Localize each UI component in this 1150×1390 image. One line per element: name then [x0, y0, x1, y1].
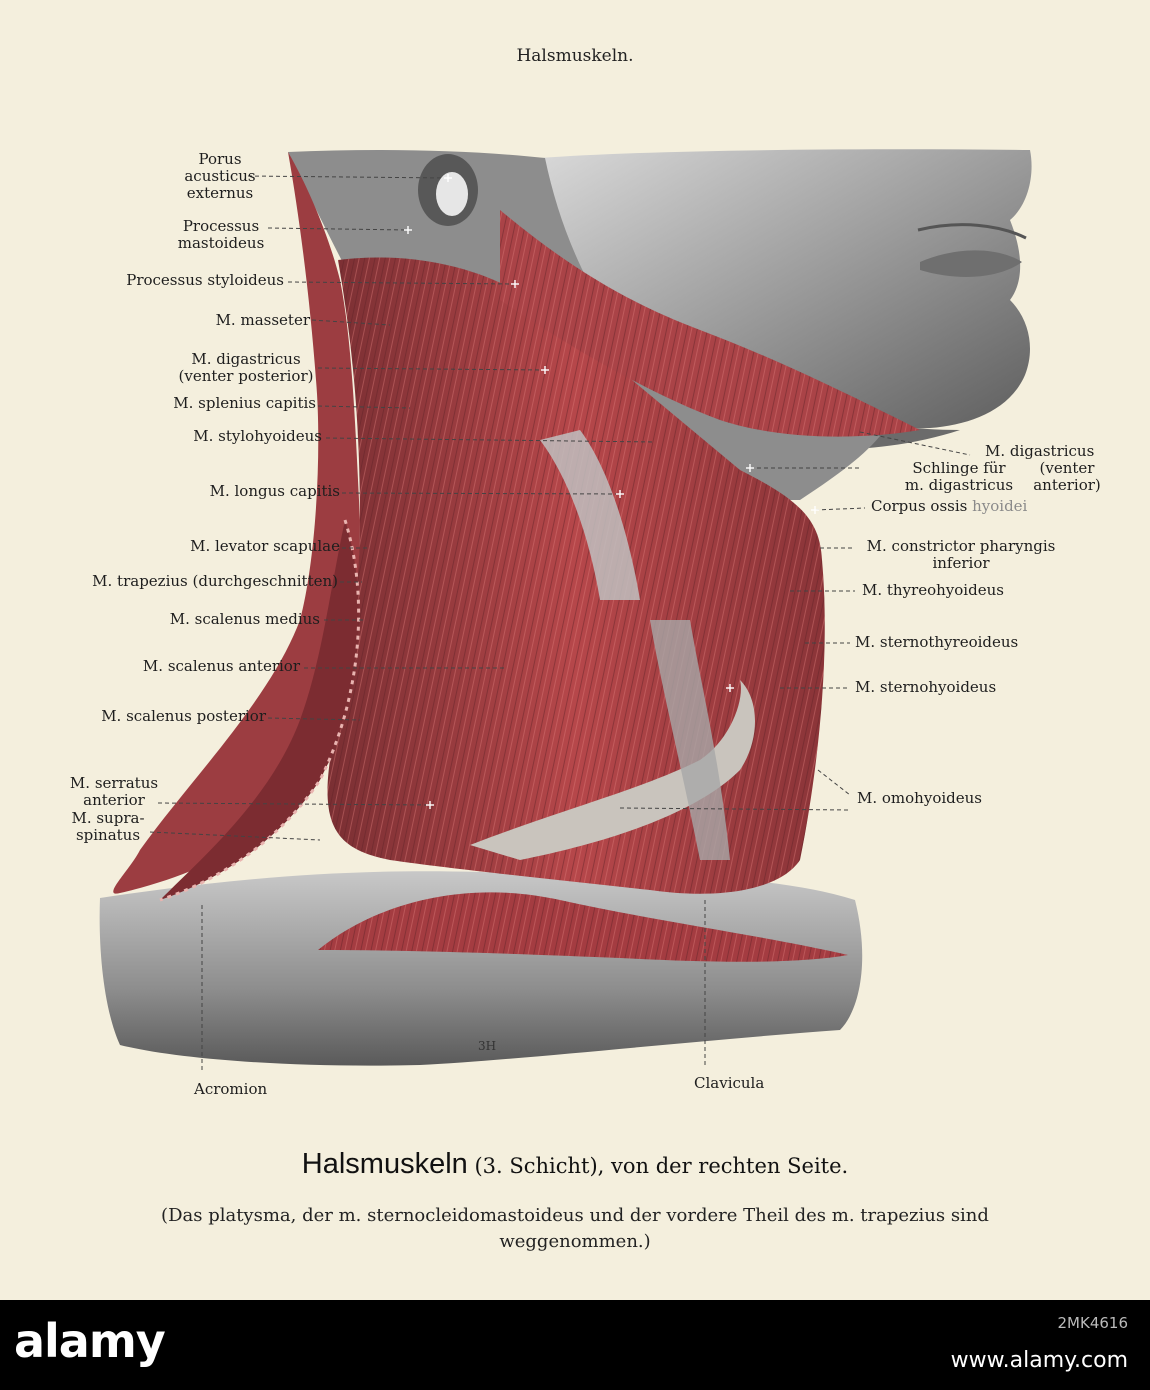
label-omohyoideus: M. omohyoideus	[857, 789, 982, 807]
label-acromion: Acromion	[194, 1080, 268, 1098]
stock-footer	[0, 1300, 1150, 1390]
label-digastricus-anterior: M. digastricus	[985, 442, 1095, 460]
svg-text:3H: 3H	[478, 1039, 497, 1053]
page-header: Halsmuskeln.	[516, 46, 634, 66]
caption-title: Halsmuskeln (3. Schicht), von der rechten Seite.	[301, 1148, 849, 1180]
label-trapezius: M. trapezius (durchgeschnitten)	[92, 572, 338, 590]
site-url[interactable]: www.alamy.com	[950, 1348, 1128, 1373]
brand-logo[interactable]: alamy	[14, 1314, 165, 1368]
label-digastricus-posterior: M. digastricus (venter posterior)	[178, 350, 314, 385]
label-processus-styloideus: Processus styloideus	[126, 271, 284, 289]
label-serratus-anterior: M. serratus anterior	[69, 774, 159, 809]
caption-subtitle: (Das platysma, der m. sternocleidomastoideus und der vordere Theil des m. trapezius sind weggenommen.)	[161, 1205, 989, 1252]
label-clavicula: Clavicula	[694, 1074, 765, 1092]
label-scalenus-posterior: M. scalenus posterior	[101, 707, 266, 725]
label-schlinge-digastricus: Schlinge für m. digastricus	[904, 459, 1014, 494]
label-porus-acusticus-externus: Porus acusticus externus	[184, 150, 256, 202]
label-sternothyreoideus: M. sternothyreoideus	[855, 633, 1019, 651]
label-scalenus-anterior: M. scalenus anterior	[142, 657, 300, 675]
label-corpus-ossis-hyoidei: Corpus ossis hyoidei	[871, 497, 1028, 515]
label-thyreohyoideus: M. thyreohyoideus	[862, 581, 1004, 599]
label-masseter: M. masseter	[215, 311, 310, 329]
label-supraspinatus: M. supra- spinatus	[71, 809, 145, 844]
label-processus-mastoideus: Processus mastoideus	[177, 217, 265, 252]
label-sternohyoideus: M. sternohyoideus	[855, 678, 997, 696]
label-longus-capitis: M. longus capitis	[209, 482, 340, 500]
label-scalenus-medius: M. scalenus medius	[169, 610, 320, 628]
label-venter-anterior: (venter anterior)	[1033, 459, 1101, 494]
label-splenius-capitis: M. splenius capitis	[173, 394, 316, 412]
label-constrictor-pharyngis: M. constrictor pharyngis inferior	[866, 537, 1056, 572]
label-levator-scapulae: M. levator scapulae	[190, 537, 340, 555]
label-stylohyoideus: M. stylohyoideus	[193, 427, 322, 445]
image-id: 2MK4616	[1057, 1314, 1128, 1332]
